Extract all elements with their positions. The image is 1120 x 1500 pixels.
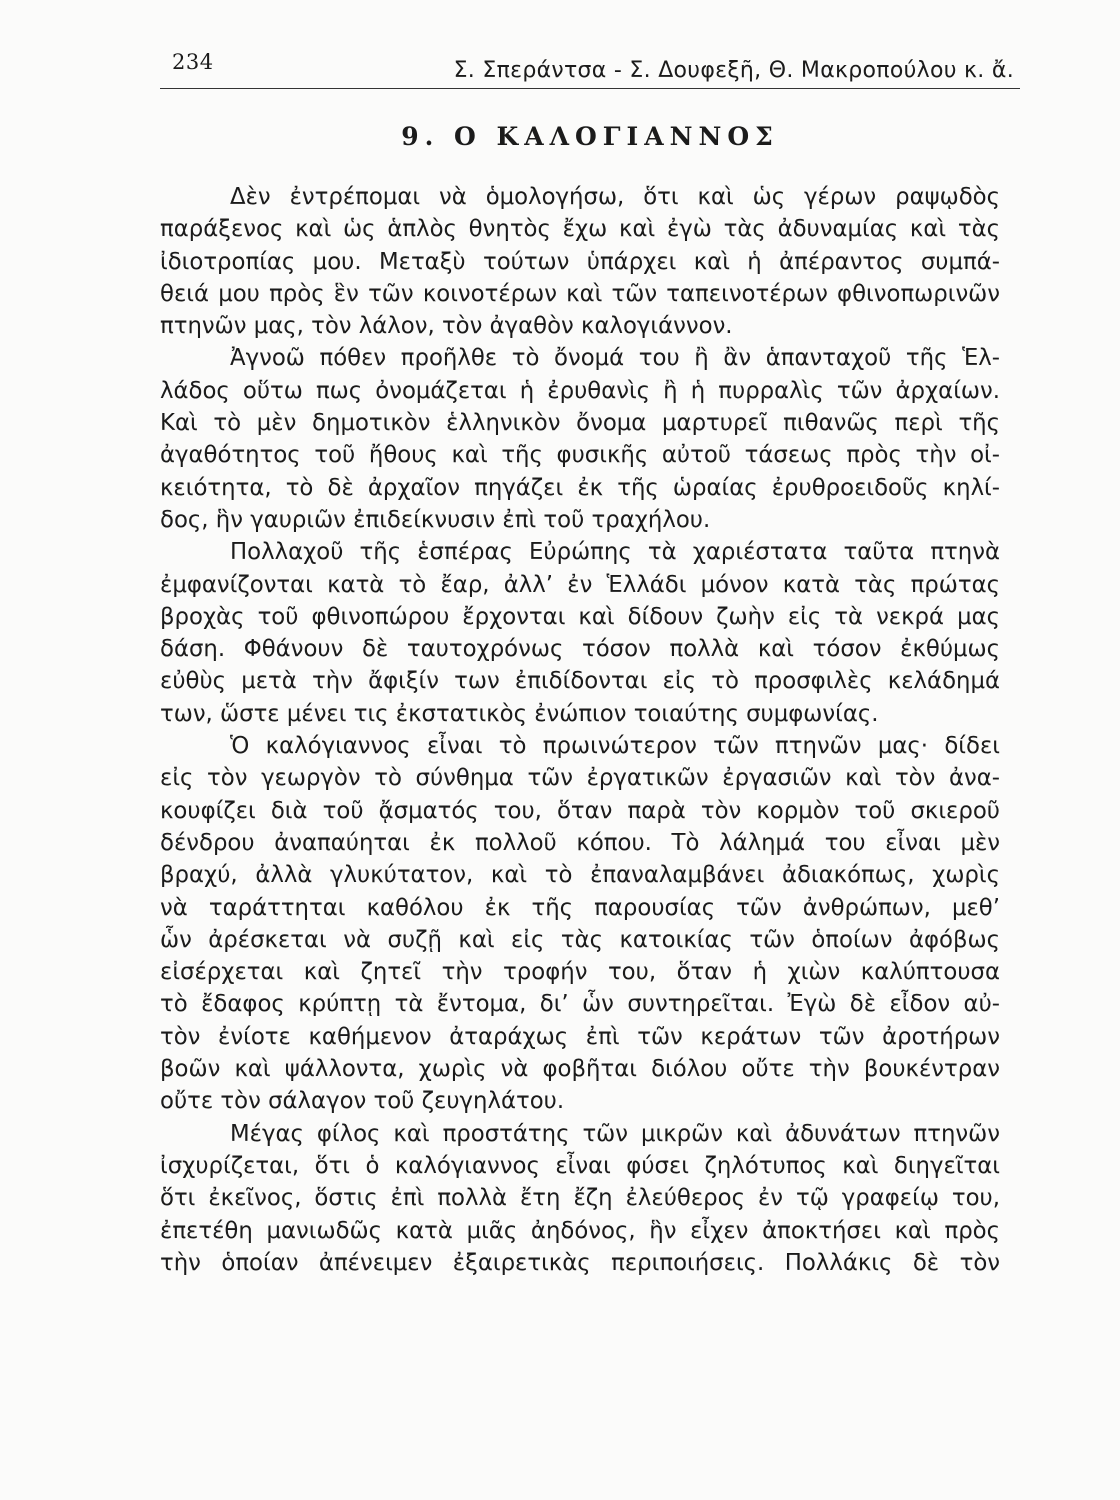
page-header [160,44,1020,89]
text-line: εὐθὺς μετὰ τὴν ἄφιξίν των ἐπιδίδονται εἰς τὸ προσφιλὲς κελάδημά [160,668,1000,695]
text-line: παράξενος καὶ ὡς ἁπλὸς θνητὸς ἔχω καὶ ἐγὼ τὰς ἀδυναμίας καὶ τὰς [160,216,1000,243]
page-number: 234 [172,50,214,74]
text-line: λάδος οὕτω πως ὀνομάζεται ἡ ἐρυθανὶς ἢ ἡ πυρραλὶς τῶν ἀρχαίων. [160,377,1000,404]
text-line: ἰσχυρίζεται, ὅτι ὁ καλόγιαννος εἶναι φύσει ζηλότυπος καὶ διηγεῖται [160,1152,1000,1179]
text-line: ὅτι ἐκεῖνος, ὅστις ἐπὶ πολλὰ ἔτη ἔζη ἐλεύθερος ἐν τῷ γραφείῳ του, [160,1185,1000,1212]
text-line: δος, ἣν γαυριῶν ἐπιδείκνυσιν ἐπὶ τοῦ τραχήλου. [160,506,711,533]
body-text [160,181,1000,1279]
running-head: Σ. Σπεράντσα - Σ. Δουφεξῆ, Θ. Μακροπούλου κ. ἄ. [453,58,1014,83]
text-line: τὸ ἔδαφος κρύπτῃ τὰ ἔντομα, δι’ ὧν συντηρεῖται. Ἐγὼ δὲ εἶδον αὐ- [160,991,1000,1018]
text-line: ἐμφανίζονται κατὰ τὸ ἔαρ, ἀλλ’ ἐν Ἑλλάδι μόνον κατὰ τὰς πρώτας [160,571,1000,598]
text-line: βροχὰς τοῦ φθινοπώρου ἔρχονται καὶ δίδουν ζωὴν εἰς τὰ νεκρά μας [160,603,1000,630]
text-line: Πολλαχοῦ τῆς ἑσπέρας Εὐρώπης τὰ χαριέστατα ταῦτα πτηνὰ [230,539,1000,566]
text-line: πτηνῶν μας, τὸν λάλον, τὸν ἀγαθὸν καλογιάννον. [160,313,733,340]
text-line: Δὲν ἐντρέπομαι νὰ ὁμολογήσω, ὅτι καὶ ὡς γέρων ραψῳδὸς [230,184,1000,210]
text-line: Ἀγνοῶ πόθεν προῆλθε τὸ ὄνομά του ἢ ἂν ἁπανταχοῦ τῆς Ἑλ- [230,345,1000,372]
text-line: ἀγαθότητος τοῦ ἤθους καὶ τῆς φυσικῆς αὐτοῦ τάσεως πρὸς τὴν οἰ- [160,442,1000,469]
text-line: Μέγας φίλος καὶ προστάτης τῶν μικρῶν καὶ ἀδυνάτων πτηνῶν [230,1120,1000,1147]
text-line: ὧν ἀρέσκεται νὰ συζῇ καὶ εἰς τὰς κατοικίας τῶν ὁποίων ἀφόβως [160,926,1000,953]
text-line: τὴν ὁποίαν ἀπένειμεν ἐξαιρετικὰς περιποιήσεις. Πολλάκις δὲ τὸν [160,1249,1000,1276]
text-line: εἰσέρχεται καὶ ζητεῖ τὴν τροφήν του, ὅταν ἡ χιὼν καλύπτουσα [160,959,1000,986]
text-line: Ὁ καλόγιαννος εἶναι τὸ πρωινώτερον τῶν πτηνῶν μας· δίδει [230,733,1000,760]
text-line: νὰ ταράττηται καθόλου ἐκ τῆς παρουσίας τῶν ἀνθρώπων, μεθ’ [160,894,1000,921]
text-line: οὔτε τὸν σάλαγον τοῦ ζευγηλάτου. [160,1088,565,1115]
text-line: κειότητα, τὸ δὲ ἀρχαῖον πηγάζει ἐκ τῆς ὡραίας ἐρυθροειδοῦς κηλί- [160,474,1000,501]
text-line: ἐπετέθη μανιωδῶς κατὰ μιᾶς ἀηδόνος, ἣν εἶχεν ἀποκτήσει καὶ πρὸς [160,1217,1000,1244]
text-line: βοῶν καὶ ψάλλοντα, χωρὶς νὰ φοβῆται διόλου οὔτε τὴν βουκέντραν [160,1056,1000,1083]
text-line: δάση. Φθάνουν δὲ ταυτοχρόνως τόσον πολλὰ καὶ τόσον ἐκθύμως [160,636,1000,663]
text-line: βραχύ, ἀλλὰ γλυκύτατον, καὶ τὸ ἐπαναλαμβάνει ἀδιακόπως, χωρὶς [160,862,1000,889]
text-line: ἰδιοτροπίας μου. Μεταξὺ τούτων ὑπάρχει καὶ ἡ ἀπέραντος συμπά- [160,248,1000,275]
text-line: δένδρου ἀναπαύηται ἐκ πολλοῦ κόπου. Τὸ λάλημά του εἶναι μὲν [160,829,1000,856]
text-line: εἰς τὸν γεωργὸν τὸ σύνθημα τῶν ἐργατικῶν ἐργασιῶν καὶ τὸν ἀνα- [160,765,1000,792]
chapter-title: 9. Ο ΚΑΛΟΓΙΑΝΝΟΣ [401,122,779,151]
text-line: των, ὥστε μένει τις ἐκστατικὸς ἐνώπιον τοιαύτης συμφωνίας. [160,700,879,727]
text-line: κουφίζει διὰ τοῦ ᾄσματός του, ὅταν παρὰ τὸν κορμὸν τοῦ σκιεροῦ [160,797,1000,824]
text-line: τὸν ἐνίοτε καθήμενον ἀταράχως ἐπὶ τῶν κεράτων τῶν ἀροτήρων [160,1023,1000,1050]
text-line: Καὶ τὸ μὲν δημοτικὸν ἑλληνικὸν ὄνομα μαρτυρεῖ πιθανῶς περὶ τῆς [160,410,1000,437]
text-line: θειά μου πρὸς ἓν τῶν κοινοτέρων καὶ τῶν ταπεινοτέρων φθινοπωρινῶν [160,280,1000,307]
